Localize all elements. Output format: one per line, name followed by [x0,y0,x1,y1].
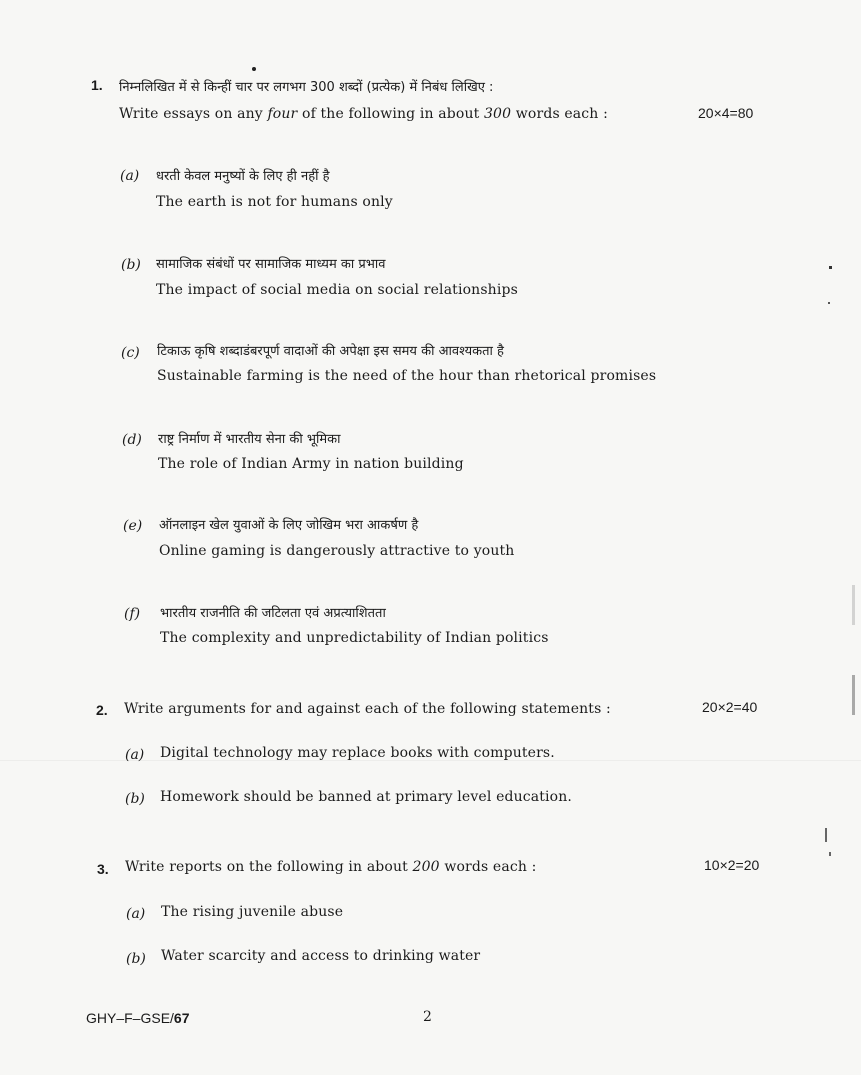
q1-marks: 20×4=80 [698,105,754,121]
q1-item-hindi: भारतीय राजनीति की जटिलता एवं अप्रत्याशितता [160,606,386,621]
q1-item-hindi: धरती केवल मनुष्यों के लिए ही नहीं है [156,169,330,184]
q1-item-english: The earth is not for humans only [156,194,393,210]
q3-instruction: Write reports on the following in about 200 words each : [125,859,537,875]
q2-number: 2. [96,702,108,718]
q1-english-instruction: Write essays on any four of the following in about 300 words each : [119,106,608,122]
q3-item-label: (a) [126,906,146,922]
q1-item-hindi: ऑनलाइन खेल युवाओं के लिए जोखिम भरा आकर्षण है [159,518,419,533]
q1-item-hindi: टिकाऊ कृषि शब्दाडंबरपूर्ण वादाओं की अपेक्षा इस समय की आवश्यकता है [157,344,504,359]
q1-item-label: (d) [122,432,142,448]
q2-instruction: Write arguments for and against each of the following statements : [124,701,611,717]
q3-marks: 10×2=20 [704,857,760,873]
q1-item-label: (c) [121,345,140,361]
q2-item-label: (a) [125,747,145,763]
q1-item-label: (f) [124,606,141,622]
q3-number: 3. [97,861,109,877]
q1-item-hindi: राष्ट्र निर्माण में भारतीय सेना की भूमिका [158,432,341,447]
q2-item-label: (b) [125,791,145,807]
q3-item-english: The rising juvenile abuse [161,904,344,920]
q1-item-label: (b) [121,257,141,273]
q2-marks: 20×2=40 [702,699,758,715]
q3-item-english: Water scarcity and access to drinking water [161,948,481,964]
q1-item-english: The role of Indian Army in nation building [158,456,464,472]
q2-item-english: Homework should be banned at primary level education. [160,789,573,805]
page-number: 2 [423,1009,432,1025]
q1-item-english: The impact of social media on social relationships [156,282,518,298]
q1-item-english: Sustainable farming is the need of the hour than rhetorical promises [157,368,657,384]
paper-code: GHY–F–GSE/67 [86,1010,190,1026]
q1-item-english: The complexity and unpredictability of Indian politics [160,630,549,646]
q3-item-label: (b) [126,951,146,967]
q1-hindi-instruction: निम्नलिखित में से किन्हीं चार पर लगभग 300 शब्दों (प्रत्येक) में निबंध लिखिए : [119,80,494,95]
q1-item-label: (e) [123,518,143,534]
q1-item-label: (a) [120,168,140,184]
q2-item-english: Digital technology may replace books with computers. [160,745,555,761]
q1-item-english: Online gaming is dangerously attractive to youth [159,543,515,559]
q1-number: 1. [91,77,103,93]
q1-item-hindi: सामाजिक संबंधों पर सामाजिक माध्यम का प्रभाव [156,257,386,272]
